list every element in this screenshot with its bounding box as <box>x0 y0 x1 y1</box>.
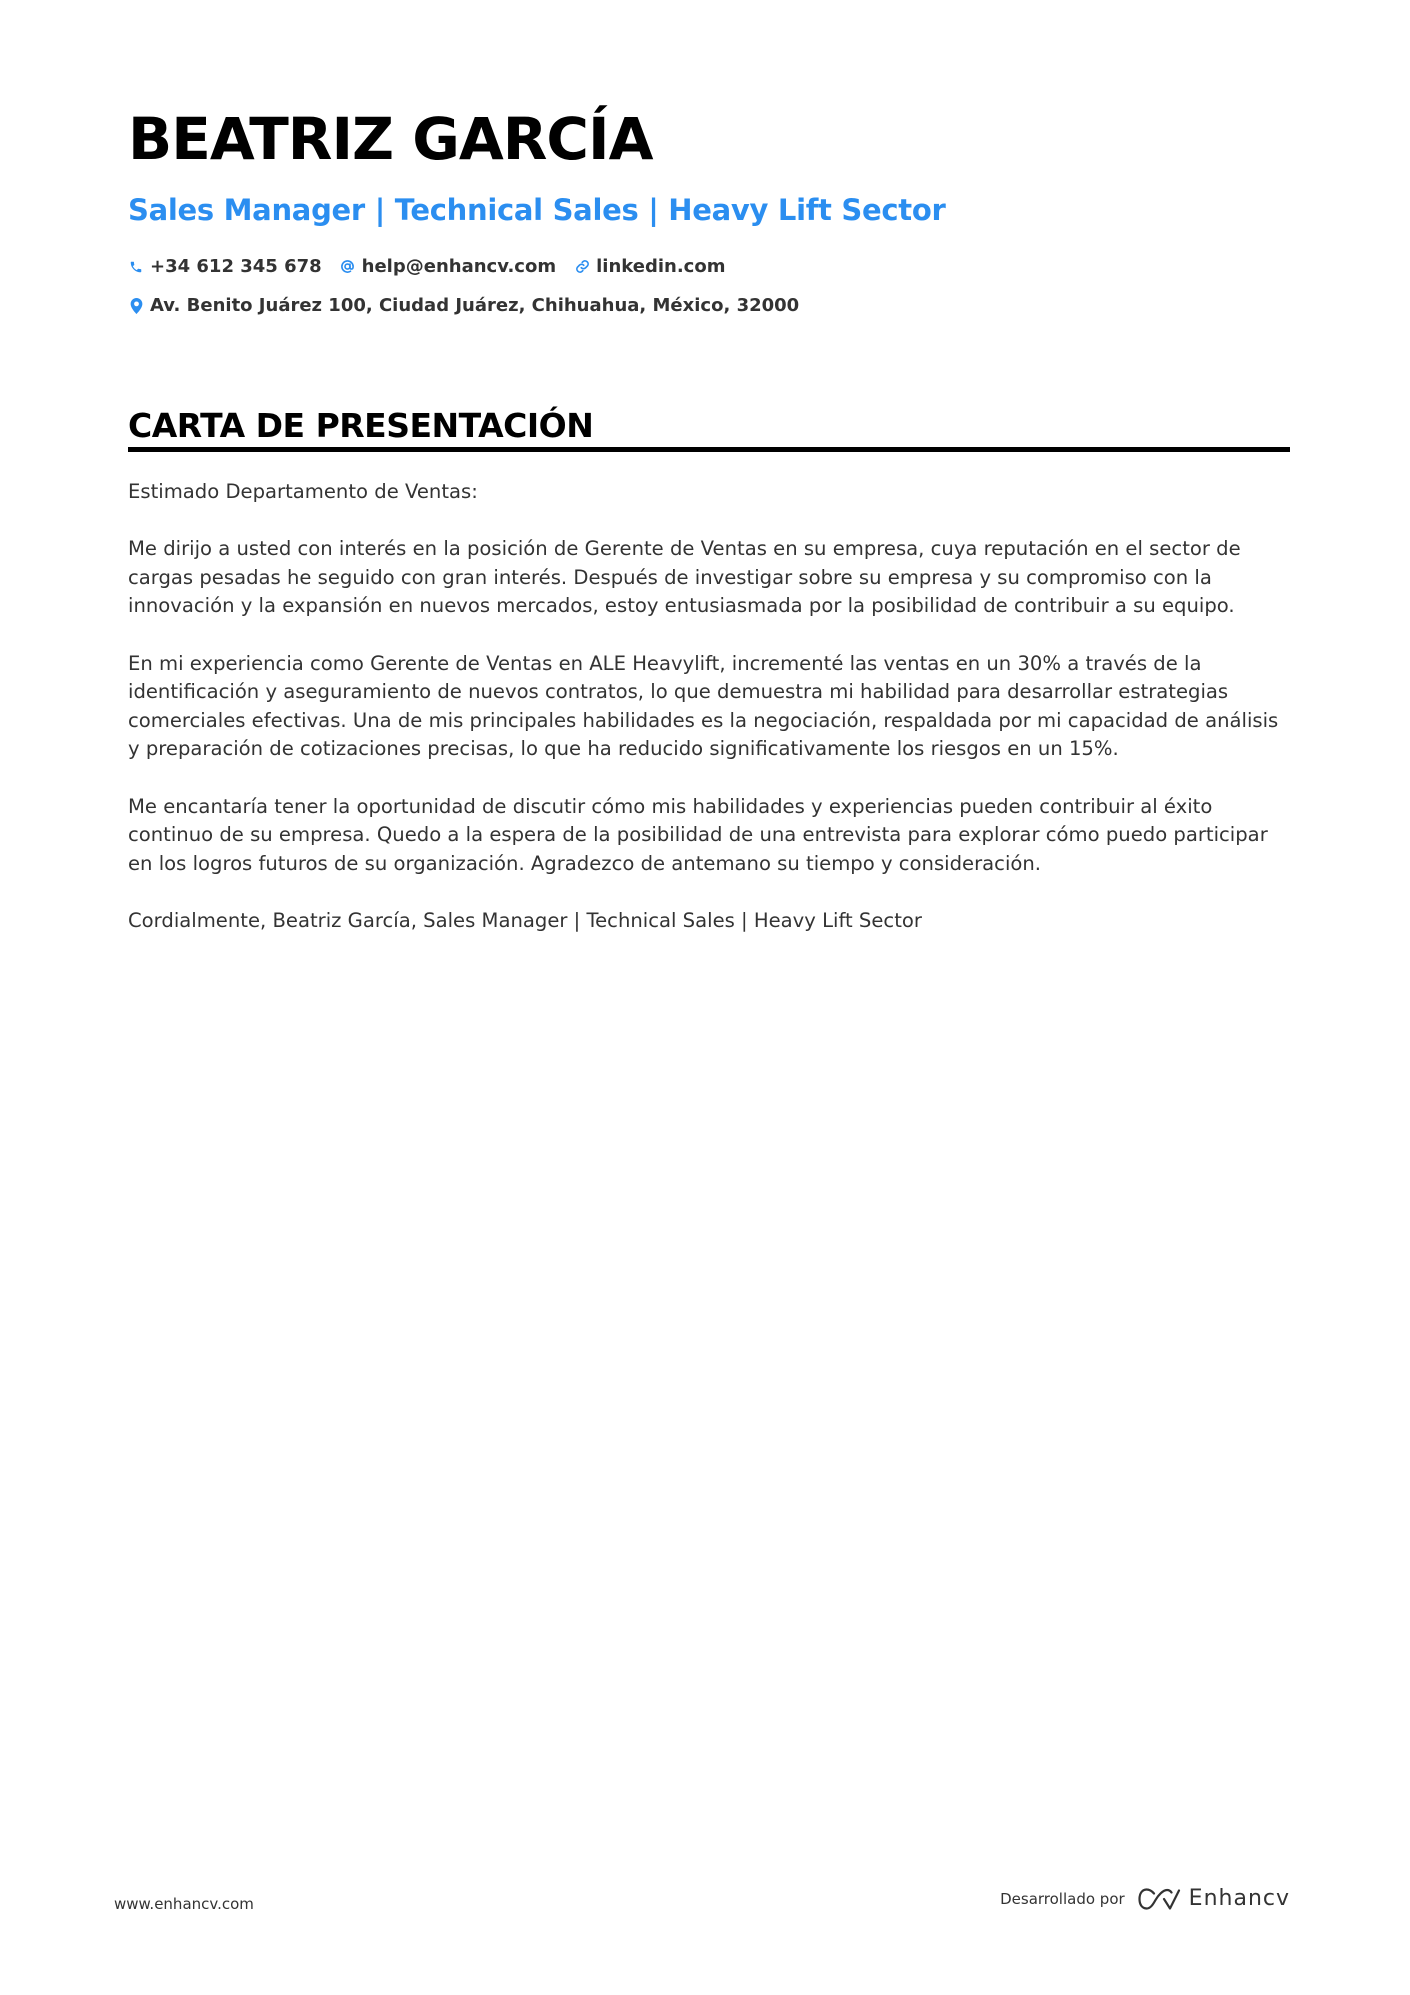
brand-name: Enhancv <box>1188 1886 1290 1911</box>
contact-email[interactable] <box>340 256 556 277</box>
contact-address <box>128 295 799 316</box>
footer-website[interactable]: www.enhancv.com <box>114 1895 254 1913</box>
section-heading: CARTA DE PRESENTACIÓN <box>128 406 1290 452</box>
at-icon <box>340 258 356 276</box>
letter-closing: Cordialmente, Beatriz García, Sales Manager | Technical Sales | Heavy Lift Sector <box>128 908 922 932</box>
phone-text: +34 612 345 678 <box>150 256 322 277</box>
letter-greeting: Estimado Departamento de Ventas: <box>128 480 478 503</box>
linkedin-link[interactable]: linkedin.com <box>596 256 726 277</box>
applicant-title: Sales Manager | Technical Sales | Heavy Lift Sector <box>128 193 946 227</box>
letter-paragraph: En mi experiencia como Gerente de Ventas en ALE Heavylift, incrementé las ventas en un 30% a través de la identificación y aseguramiento de nuevos contratos, lo que demuestra mi habilidad para desarrollar estrategias comerciales efectivas. Una de mis principales habilidades es la negociación, respaldada por mi capacidad de análisis y preparación de cotizaciones precisas, lo que ha reducido significativamente los riesgos en un 15%. <box>128 651 1279 761</box>
powered-by-label: Desarrollado por <box>1000 1889 1125 1908</box>
letter-body <box>128 478 1290 964</box>
phone-icon <box>128 258 144 276</box>
contact-phone <box>128 256 322 277</box>
contact-row-primary <box>128 256 743 277</box>
enhancv-logo-icon <box>1137 1887 1181 1911</box>
letter-paragraph: Me encantaría tener la oportunidad de discutir cómo mis habilidades y experiencias pueden contribuir al éxito continuo de su empresa. Quedo a la espera de la posibilidad de una entrevista para explorar cómo puedo participar en los logros futuros de su organización. Agradezco de antemano su tiempo y consideración. <box>128 794 1268 875</box>
letter-paragraph: Me dirijo a usted con interés en la posición de Gerente de Ventas en su empresa, cuya reputación en el sector de cargas pesadas he seguido con gran interés. Después de investigar sobre su empresa y su compromiso con la innovación y la expansión en nuevos mercados, estoy entusiasmada por la posibilidad de contribuir a su equipo. <box>128 537 1241 618</box>
applicant-name: BEATRIZ GARCÍA <box>128 105 653 173</box>
footer-branding <box>1000 1886 1290 1911</box>
email-link[interactable]: help@enhancv.com <box>361 256 557 277</box>
address-text: Av. Benito Juárez 100, Ciudad Juárez, Chihuahua, México, 32000 <box>150 295 800 316</box>
contact-row-address <box>128 295 817 316</box>
link-icon <box>574 258 590 276</box>
location-pin-icon <box>128 297 144 315</box>
contact-linkedin[interactable] <box>574 256 725 277</box>
